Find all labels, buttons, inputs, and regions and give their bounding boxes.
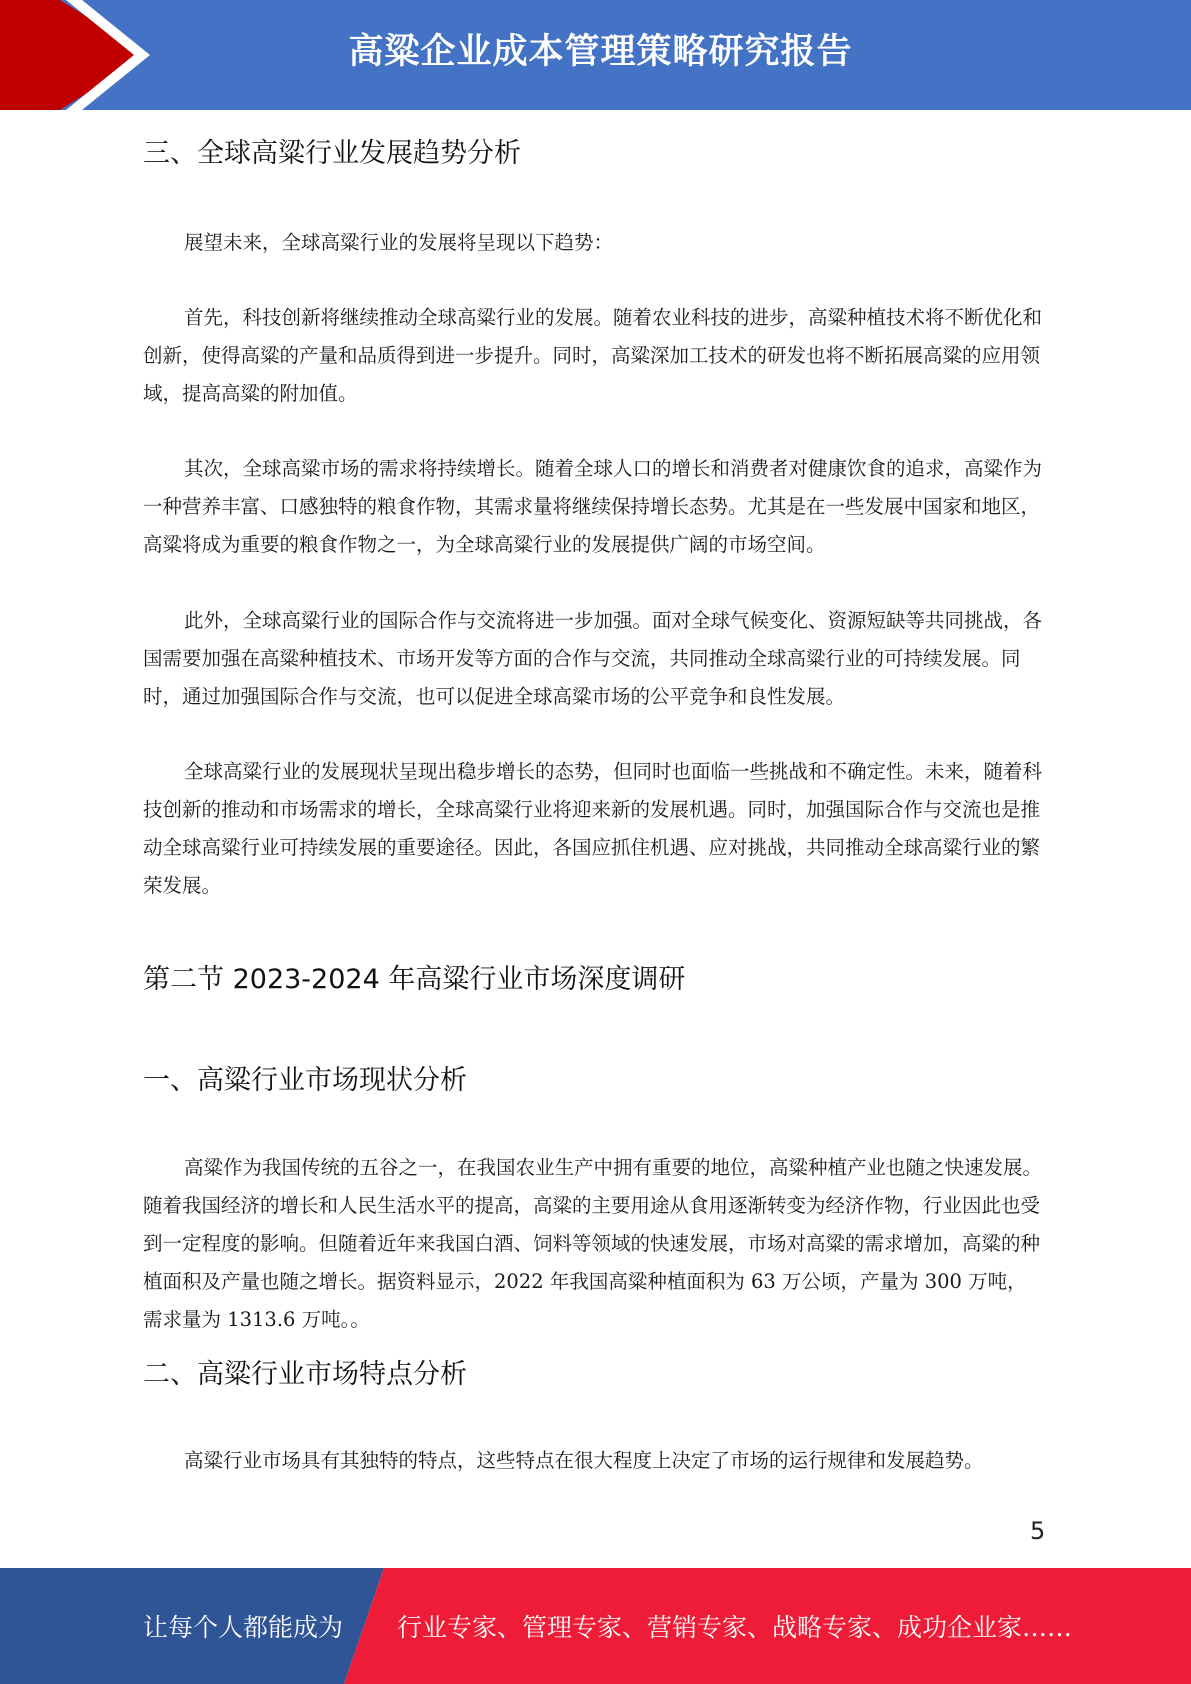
paragraph-international-cooperation: 此外，全球高粱行业的国际合作与交流将进一步加强。面对全球气候变化、资源短缺等共同挑战，各国需要加强在高粱种植技术、市场开发等方面的合作与交流，共同推动全球高粱行业的可持续发展。同时，通过加强国际合作与交流，也可以促进全球高粱市场的公平竞争和良性发展。 bbox=[143, 609, 1043, 708]
page-header bbox=[0, 0, 1191, 110]
section-heading-market-status: 一、高粱行业市场现状分析 bbox=[143, 1065, 467, 1096]
footer-slogan-right: 行业专家、管理专家、营销专家、战略专家、成功企业家…… bbox=[397, 1613, 1073, 1642]
section-heading-global-trends: 三、全球高粱行业发展趋势分析 bbox=[143, 138, 521, 169]
paragraph-demand-growth: 其次，全球高粱市场的需求将持续增长。随着全球人口的增长和消费者对健康饮食的追求，高粱作为一种营养丰富、口感独特的粮食作物，其需求量将继续保持增长态势。尤其是在一些发展中国家和地区，高粱将成为重要的粮食作物之一，为全球高粱行业的发展提供广阔的市场空间。 bbox=[143, 457, 1043, 556]
section-heading-market-features: 二、高粱行业市场特点分析 bbox=[143, 1359, 467, 1390]
footer-slogan-left: 让每个人都能成为 bbox=[143, 1613, 344, 1642]
paragraph-outlook-intro: 展望未来，全球高粱行业的发展将呈现以下趋势： bbox=[184, 231, 614, 254]
paragraph-summary: 全球高粱行业的发展现状呈现出稳步增长的态势，但同时也面临一些挑战和不确定性。未来，随着科技创新的推动和市场需求的增长，全球高粱行业将迎来新的发展机遇。同时，加强国际合作与交流也是推动全球高粱行业可持续发展的重要途径。因此，各国应抓住机遇、应对挑战，共同推动全球高粱行业的繁荣发展。 bbox=[143, 760, 1043, 897]
page-footer bbox=[0, 1568, 1191, 1684]
paragraph-market-status: 高粱作为我国传统的五谷之一，在我国农业生产中拥有重要的地位，高粱种植产业也随之快速发展。随着我国经济的增长和人民生活水平的提高，高粱的主要用途从食用逐渐转变为经济作物，行业因此也受到一定程度的影响。但随着近年来我国白酒、饲料等领域的快速发展，市场对高粱的需求增加，高粱的种植面积及产量也随之增长。据资料显示，2022 年我国高粱种植面积为 63 万公顷，产量为 300 万吨，需求量为 1313.6 万吨。。 bbox=[143, 1156, 1043, 1331]
chapter-heading-market-research: 第二节 2023-2024 年高粱行业市场深度调研 bbox=[143, 964, 686, 995]
report-title: 高粱企业成本管理策略研究报告 bbox=[348, 32, 853, 72]
paragraph-tech-innovation: 首先，科技创新将继续推动全球高粱行业的发展。随着农业科技的进步，高粱种植技术将不断优化和创新，使得高粱的产量和品质得到进一步提升。同时，高粱深加工技术的研发也将不断拓展高粱的应用领域，提高高粱的附加值。 bbox=[143, 306, 1043, 405]
paragraph-market-features: 高粱行业市场具有其独特的特点，这些特点在很大程度上决定了市场的运行规律和发展趋势。 bbox=[184, 1449, 984, 1472]
page-number: 5 bbox=[1030, 1517, 1046, 1545]
